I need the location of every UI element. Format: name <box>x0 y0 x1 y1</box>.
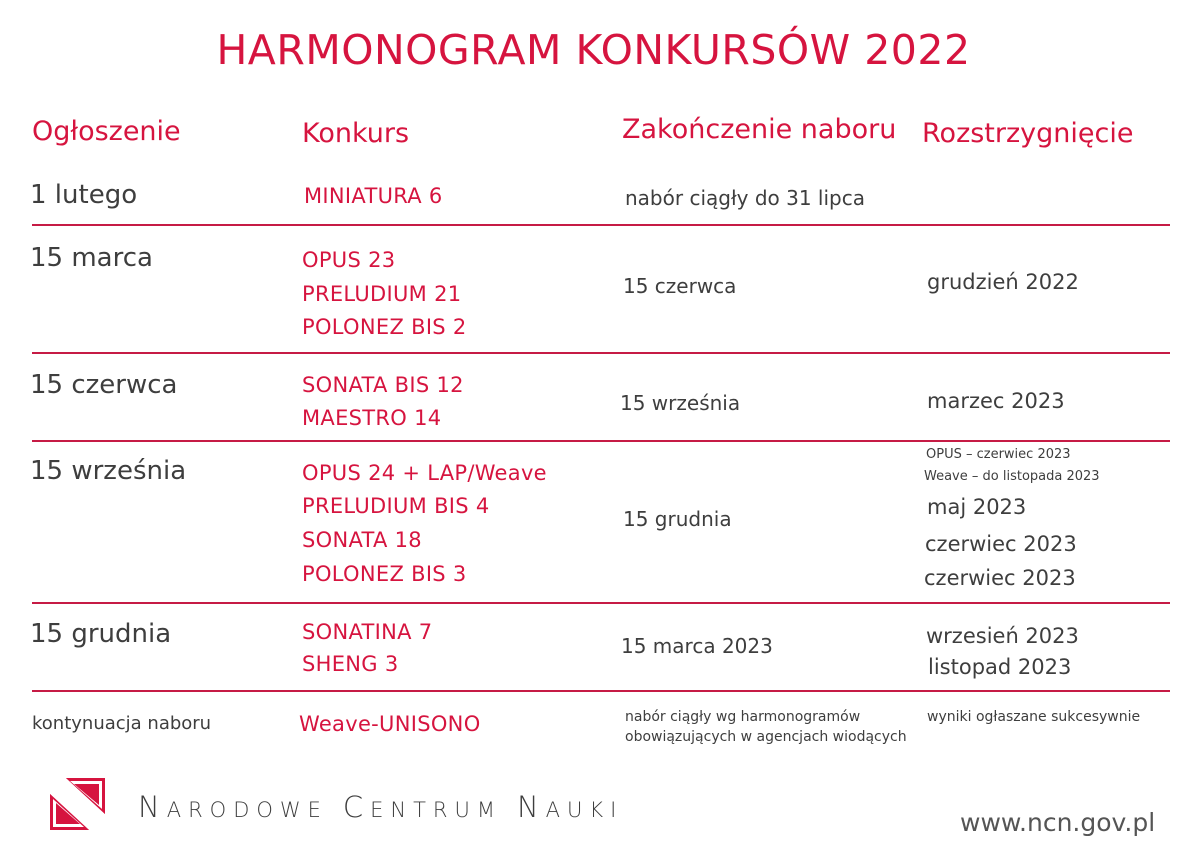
header-competition: Konkurs <box>302 118 410 149</box>
header-result: Rozstrzygnięcie <box>922 118 1134 149</box>
row-2-deadline: 15 czerwca <box>623 274 737 298</box>
page-title: HARMONOGRAM KONKURSÓW 2022 <box>216 26 971 74</box>
row-3-result-1: marzec 2023 <box>927 389 1065 413</box>
row-4-competition-3: SONATA 18 <box>302 528 422 552</box>
row-6-result-1: wyniki ogłaszane sukcesywnie <box>927 709 1141 725</box>
row-divider <box>32 690 1170 692</box>
row-4-competition-2: PRELUDIUM BIS 4 <box>302 494 490 518</box>
row-5-result-1: wrzesień 2023 <box>926 624 1079 648</box>
row-divider <box>32 602 1170 604</box>
row-4-result-2: czerwiec 2023 <box>925 532 1077 556</box>
row-2-date: 15 marca <box>30 243 153 273</box>
org-name <box>138 790 623 824</box>
row-divider <box>32 352 1170 354</box>
header-deadline: Zakończenie naboru <box>622 114 897 145</box>
row-5-date: 15 grudnia <box>30 619 172 649</box>
org-word-2: CENTRUM <box>342 790 503 824</box>
website-url[interactable]: www.ncn.gov.pl <box>960 808 1156 837</box>
header-announcement: Ogłoszenie <box>32 116 181 147</box>
row-1-date: 1 lutego <box>30 180 138 210</box>
row-2-result-1: grudzień 2022 <box>927 270 1079 294</box>
row-5-competition-1: SONATINA 7 <box>302 620 433 644</box>
row-1-competition-1: MINIATURA 6 <box>304 184 443 208</box>
row-4-result-3: czerwiec 2023 <box>924 566 1076 590</box>
row-3-competition-1: SONATA BIS 12 <box>302 373 464 397</box>
org-word-1: NARODOWE <box>138 790 328 824</box>
row-6-deadline-line-1: nabór ciągły wg harmonogramów <box>625 709 861 725</box>
row-divider <box>32 224 1170 226</box>
row-2-competition-1: OPUS 23 <box>302 248 396 272</box>
row-3-competition-2: MAESTRO 14 <box>302 406 442 430</box>
row-4-date: 15 września <box>30 456 187 486</box>
row-4-result-1: maj 2023 <box>927 495 1027 519</box>
row-2-competition-2: PRELUDIUM 21 <box>302 282 462 306</box>
row-5-deadline: 15 marca 2023 <box>621 634 773 658</box>
row-1-deadline: nabór ciągły do 31 lipca <box>625 186 865 210</box>
row-6-deadline-line-2: obowiązujących w agencjach wiodących <box>625 729 907 745</box>
ncn-logo-icon <box>50 778 105 830</box>
org-word-3: NAUKI <box>516 790 624 824</box>
row-2-competition-3: POLONEZ BIS 2 <box>302 315 467 339</box>
row-3-deadline: 15 września <box>620 391 741 415</box>
row-5-competition-2: SHENG 3 <box>302 652 399 676</box>
row-6-date: kontynuacja naboru <box>32 713 212 734</box>
row-divider <box>32 440 1170 442</box>
row-3-date: 15 czerwca <box>30 370 178 400</box>
row-4-result-note-2: Weave – do listopada 2023 <box>924 469 1100 484</box>
row-5-result-2: listopad 2023 <box>928 655 1072 679</box>
row-4-result-note-1: OPUS – czerwiec 2023 <box>926 447 1071 462</box>
row-6-competition-1: Weave-UNISONO <box>299 712 481 736</box>
row-4-deadline: 15 grudnia <box>623 507 732 531</box>
row-4-competition-1: OPUS 24 + LAP/Weave <box>302 461 547 485</box>
row-4-competition-4: POLONEZ BIS 3 <box>302 562 467 586</box>
